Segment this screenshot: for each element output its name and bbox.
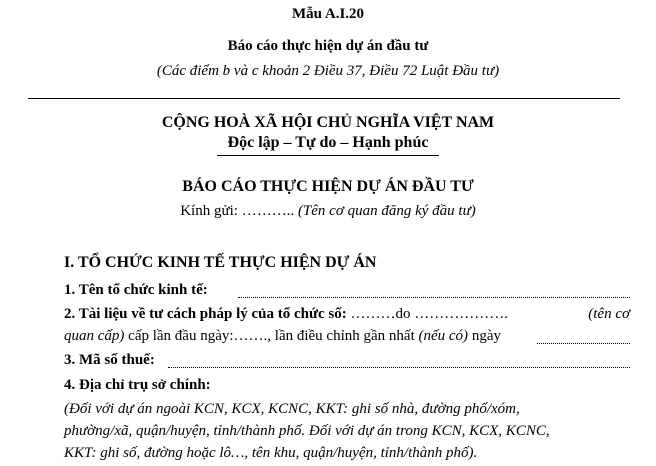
header-divider (28, 98, 620, 99)
item-2-label: 2. Tài liệu về tư cách pháp lý của tổ chức số: (64, 306, 347, 322)
item-2-hint-3: (nếu có) (418, 328, 469, 344)
form-code: Mẫu A.I.20 (291, 6, 365, 22)
legal-basis: (Các điểm b và c khoản 2 Điều 37, Điều 72 Luật Đầu tư) (156, 63, 500, 79)
item-2-dots: ………do ………………. (350, 306, 508, 322)
address-note-line-1: (Đối với dự án ngoài KCN, KCX, KCNC, KKT: ghi số nhà, đường phố/xóm, (64, 401, 520, 417)
motto: Độc lập – Tự do – Hạnh phúc (227, 134, 429, 151)
nation-title: CỘNG HOÀ XÃ HỘI CHỦ NGHĨA VIỆT NAM (161, 114, 495, 131)
report-heading: Báo cáo thực hiện dự án đầu tư (227, 38, 429, 54)
item-1-fill-line[interactable] (238, 297, 630, 298)
item-2-fill-line[interactable] (537, 343, 630, 344)
item-4-label: 4. Địa chỉ trụ sở chính: (64, 377, 211, 393)
recipient-label: Kính gửi: (180, 203, 238, 219)
item-3-label: 3. Mã số thuế: (64, 352, 155, 368)
address-note-line-2: phường/xã, quận/huyện, tỉnh/thành phố. Đối với dự án trong KCN, KCX, KCNC, (64, 423, 550, 439)
item-3-fill-line[interactable] (168, 367, 630, 368)
item-2-end: ngày (471, 328, 501, 344)
address-note-line-3: KKT: ghi số, đường hoặc lô…, tên khu, quận/huyện, tỉnh/thành phố). (64, 445, 478, 461)
document-title: BÁO CÁO THỰC HIỆN DỰ ÁN ĐẦU TƯ (182, 178, 474, 195)
recipient-dots: ……….. (241, 203, 295, 219)
item-1-label: 1. Tên tổ chức kinh tế: (64, 282, 208, 298)
item-2-hint-1: (tên cơ (588, 306, 630, 322)
motto-underline (217, 155, 439, 156)
recipient-hint: (Tên cơ quan đăng ký đầu tư) (297, 203, 476, 219)
item-2-line-1 (64, 306, 630, 323)
item-2-line-2 (64, 328, 501, 345)
item-2-text: cấp lần đầu ngày:……., lần điều chỉnh gần nhất (128, 328, 415, 344)
section-title: I. TỔ CHỨC KINH TẾ THỰC HIỆN DỰ ÁN (64, 254, 377, 271)
item-2-hint-2: quan cấp) (64, 328, 125, 344)
recipient-line (0, 203, 656, 220)
